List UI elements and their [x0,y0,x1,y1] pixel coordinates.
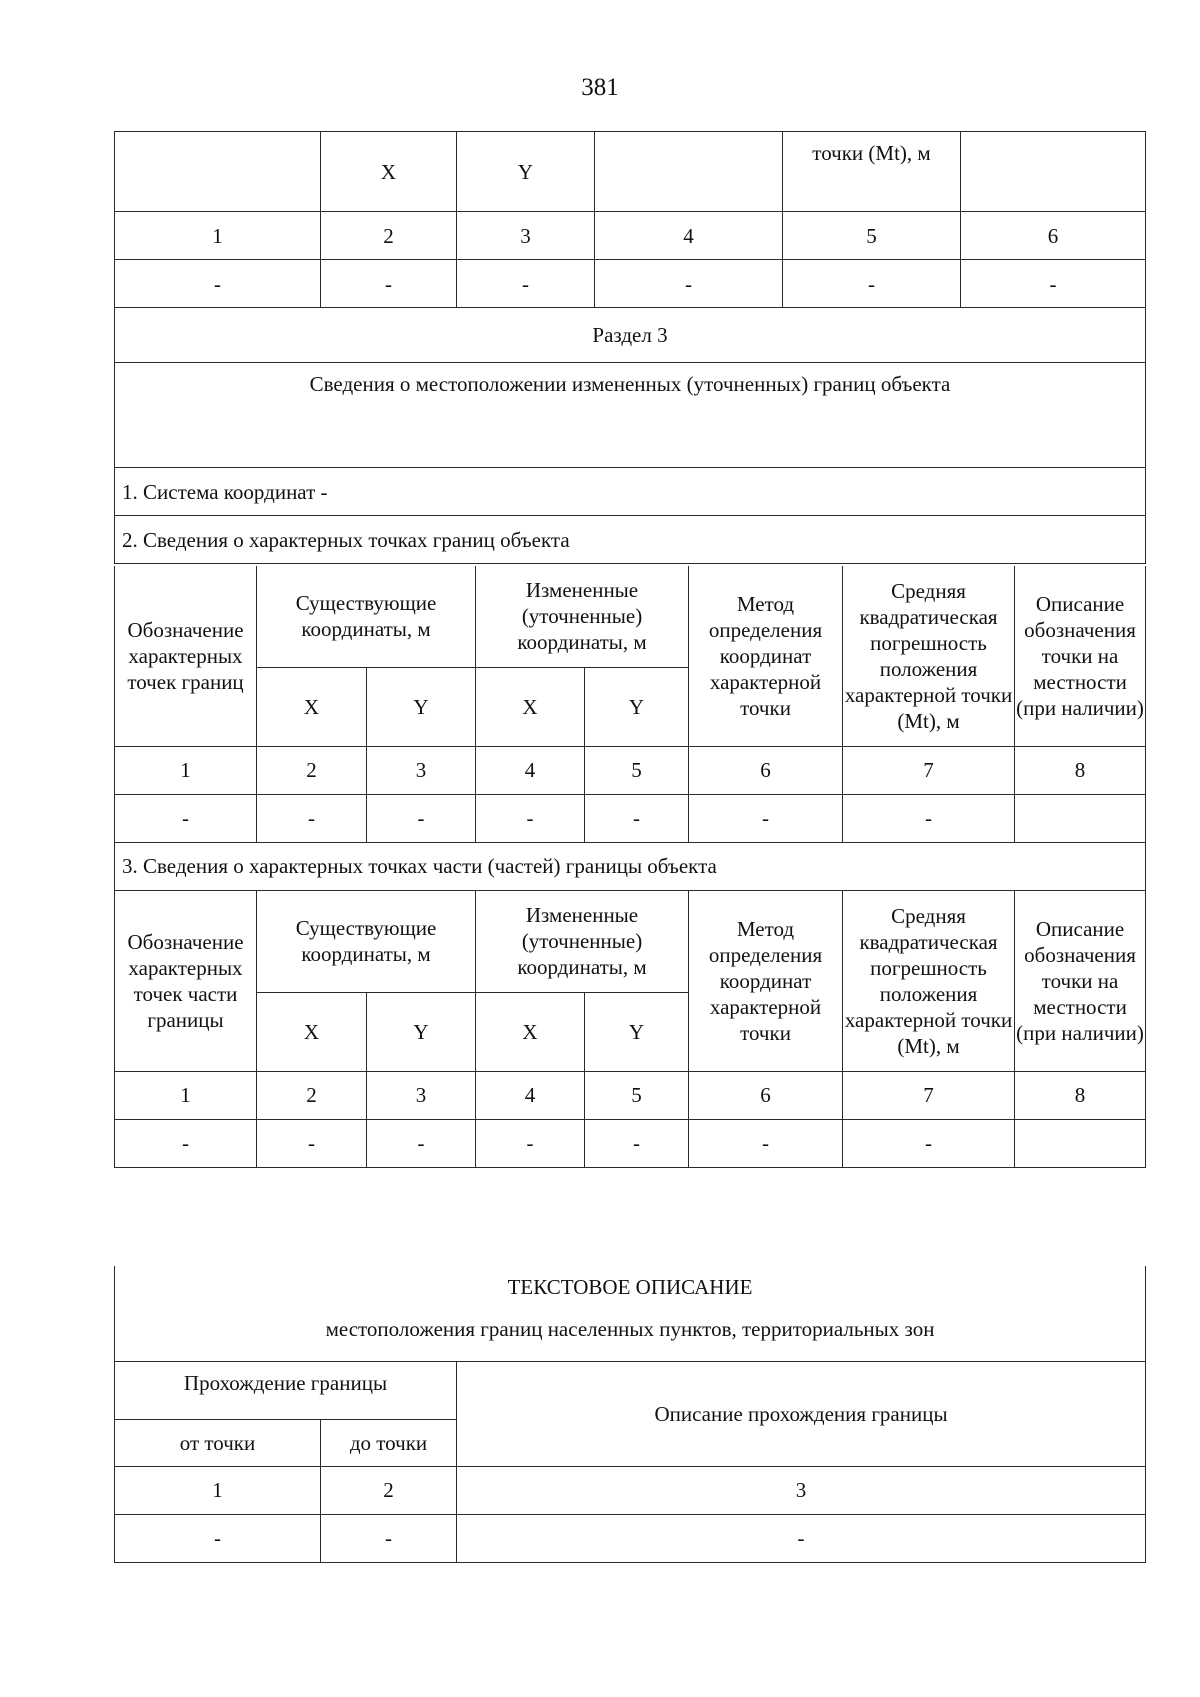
table-cell: - [457,1514,1146,1562]
table-cell [1015,794,1146,842]
column-number: 1 [115,1071,257,1119]
header-existing-y: Y [367,667,476,746]
table-cell: - [595,260,783,308]
table-cell: - [476,1119,585,1167]
continuation-header-row [115,132,1146,212]
table-cell: - [115,794,257,842]
points-table [114,566,1146,891]
column-number-row [115,212,1146,260]
table-cell: - [476,794,585,842]
header-designation: Обозначение характерных точек границ [115,566,257,746]
column-number: 8 [1015,1071,1146,1119]
column-number: 7 [843,746,1015,794]
header-changed-coordinates: Измененные (уточненные) координаты, м [476,566,689,667]
header-method: Метод определения координат характерной точки [689,891,843,1071]
table-cell: - [367,794,476,842]
text-description-block [115,1266,1146,1361]
table-row [115,260,1146,308]
table-cell: - [321,1514,457,1562]
column-number: 4 [595,212,783,260]
header-changed-y: Y [585,667,689,746]
table-row [115,794,1146,842]
table-row [115,1514,1146,1562]
table-cell: - [367,1119,476,1167]
column-number: 6 [961,212,1146,260]
column-number: 2 [257,746,367,794]
table-cell: - [257,794,367,842]
header-cell-y: Y [457,132,595,212]
column-number: 1 [115,1466,321,1514]
text-description-table [114,1266,1146,1563]
header-cell-empty [961,132,1146,212]
table-cell: - [689,794,843,842]
column-number: 4 [476,1071,585,1119]
table-cell: - [115,260,321,308]
column-number: 3 [457,1466,1146,1514]
header-from-point: от точки [115,1419,321,1466]
column-number: 1 [115,212,321,260]
column-number: 2 [257,1071,367,1119]
header-cell-x: X [321,132,457,212]
header-designation: Обозначение характерных точек части границы [115,891,257,1071]
text-description-title: ТЕКСТОВОЕ ОПИСАНИЕ [507,1275,753,1299]
table-cell: - [689,1119,843,1167]
column-number: 5 [585,746,689,794]
table-cell: - [843,1119,1015,1167]
table-cell: - [783,260,961,308]
column-number: 5 [783,212,961,260]
table-row [115,1119,1146,1167]
header-changed-x: X [476,667,585,746]
table-cell: - [585,794,689,842]
header-existing-x: X [257,667,367,746]
header-existing-x: X [257,992,367,1071]
points-heading: 2. Сведения о характерных точках границ объекта [115,516,1146,564]
table-cell [1015,1119,1146,1167]
table-cell: - [257,1119,367,1167]
part-points-heading: 3. Сведения о характерных точках части (частей) границы объекта [115,842,1146,890]
column-number: 4 [476,746,585,794]
table-cell: - [321,260,457,308]
header-mean-error: Средняя квадратическая погрешность положения характерной точки (Mt), м [843,891,1015,1071]
header-cell-empty [595,132,783,212]
column-number-row [115,1071,1146,1119]
header-existing-coordinates: Существующие координаты, м [257,891,476,992]
header-to-point: до точки [321,1419,457,1466]
header-cell-mt: точки (Mt), м [783,132,961,212]
header-cell-empty [115,132,321,212]
header-existing-coordinates: Существующие координаты, м [257,566,476,667]
column-number: 5 [585,1071,689,1119]
header-changed-y: Y [585,992,689,1071]
column-number: 3 [367,1071,476,1119]
column-number-row [115,1466,1146,1514]
table-cell: - [115,1514,321,1562]
part-points-table [114,891,1146,1168]
text-description-subtitle: местоположения границ населенных пунктов, территориальных зон [325,1317,935,1341]
column-number-row [115,746,1146,794]
section-title: Раздел 3 [115,308,1146,363]
table-cell: - [115,1119,257,1167]
header-changed-coordinates: Измененные (уточненные) координаты, м [476,891,689,992]
continuation-table [114,131,1146,564]
table-cell: - [961,260,1146,308]
column-number: 3 [367,746,476,794]
section-subtitle: Сведения о местоположении измененных (уточненных) границ объекта [115,363,1146,468]
page-number: 381 [581,74,619,101]
column-number: 8 [1015,746,1146,794]
table-cell: - [843,794,1015,842]
header-method: Метод определения координат характерной точки [689,566,843,746]
header-boundary-passage: Прохождение границы [115,1361,457,1419]
column-number: 2 [321,212,457,260]
table-cell: - [585,1119,689,1167]
column-number: 6 [689,746,843,794]
column-number: 3 [457,212,595,260]
header-mean-error: Средняя квадратическая погрешность положения характерной точки (Mt), м [843,566,1015,746]
column-number: 2 [321,1466,457,1514]
header-point-description: Описание обозначения точки на местности (при наличии) [1015,566,1146,746]
header-existing-y: Y [367,992,476,1071]
column-number: 7 [843,1071,1015,1119]
coordinate-system: 1. Система координат - [115,468,1146,516]
table-cell: - [457,260,595,308]
column-number: 6 [689,1071,843,1119]
header-point-description: Описание обозначения точки на местности (при наличии) [1015,891,1146,1071]
column-number: 1 [115,746,257,794]
header-changed-x: X [476,992,585,1071]
header-passage-description: Описание прохождения границы [457,1361,1146,1466]
